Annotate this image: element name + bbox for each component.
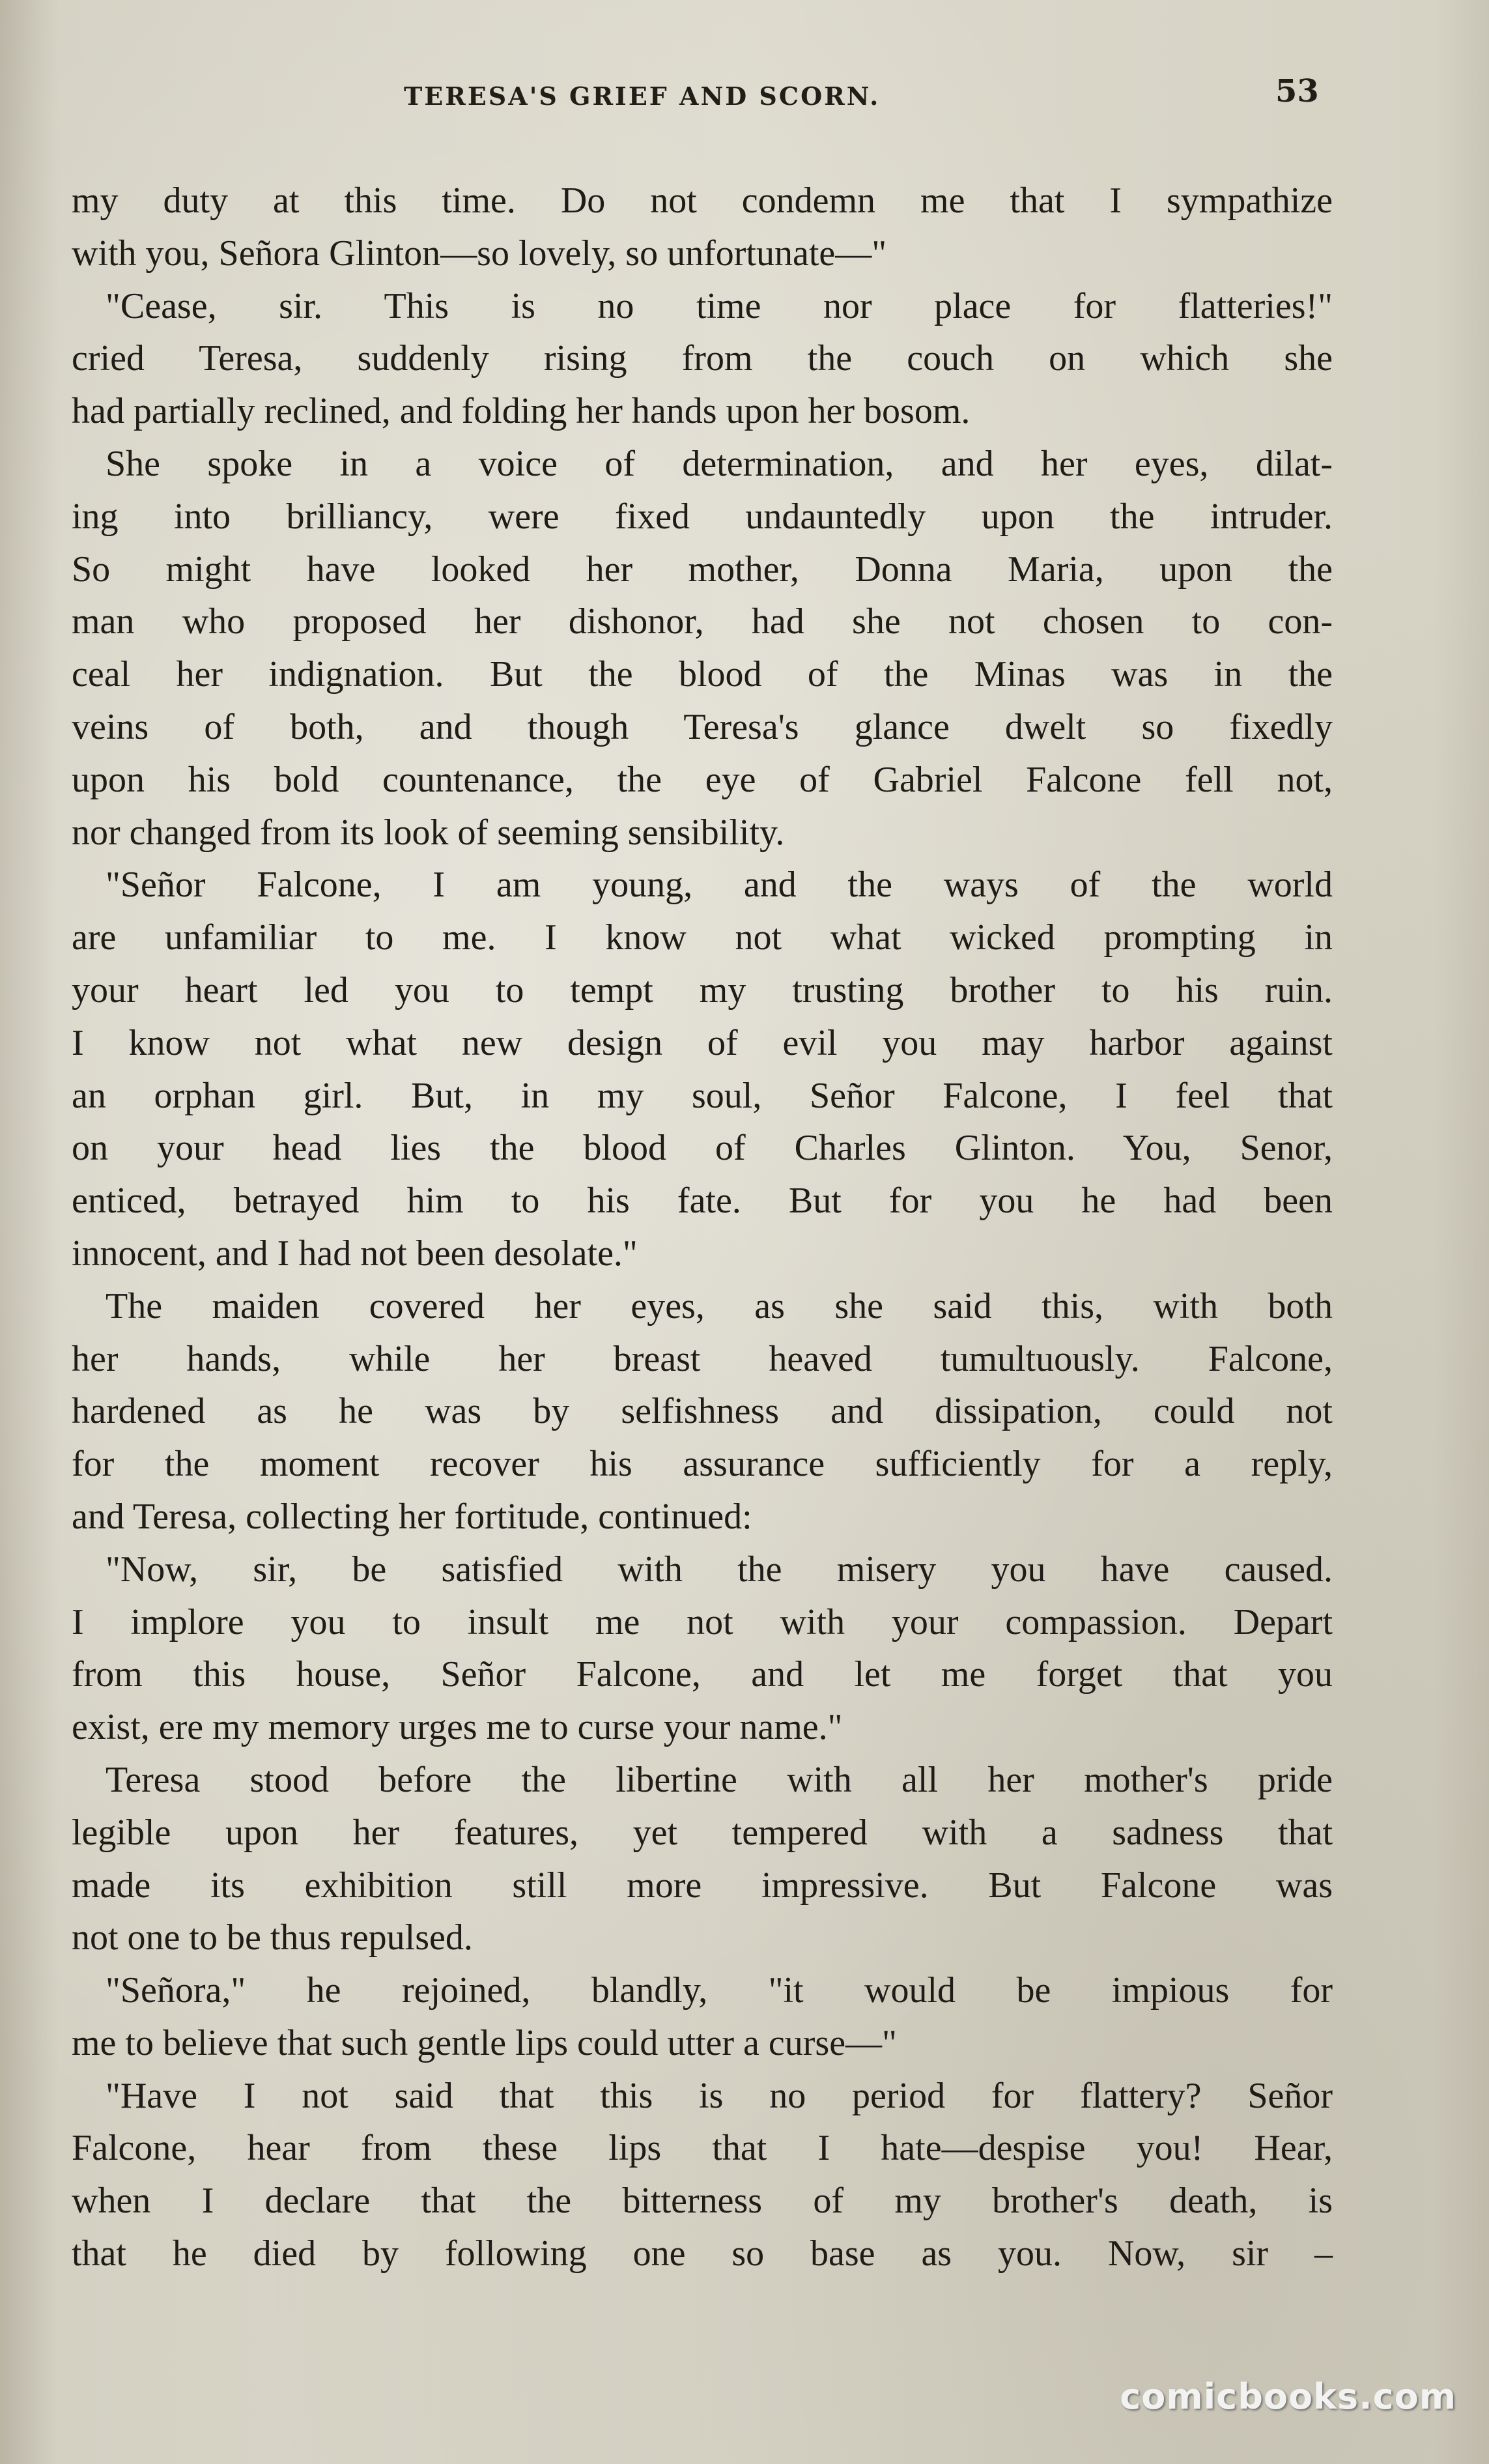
text-line: had partially reclined, and folding her hands upon her bosom. (72, 391, 971, 432)
text-line: ing into brilliancy, were fixed undauntedly upon the intruder. (72, 496, 1333, 537)
text-line: man who proposed her dishonor, had she not chosen to con- (72, 601, 1333, 642)
page-number: 53 (1275, 73, 1319, 109)
text-line: Teresa stood before the libertine with all her mother's pride (106, 1759, 1333, 1800)
text-line: enticed, betrayed him to his fate. But for you he had been (72, 1181, 1333, 1222)
running-head: TERESA'S GRIEF AND SCORN. (404, 81, 881, 111)
text-line: "Señora," he rejoined, blandly, "it would be impious for (106, 1970, 1333, 2011)
text-line: exist, ere my memory urges me to curse your name." (72, 1707, 843, 1748)
text-line: me to believe that such gentle lips could utter a curse—" (72, 2022, 897, 2063)
text-line: I implore you to insult me not with your compassion. Depart (72, 1601, 1333, 1642)
text-line: are unfamiliar to me. I know not what wicked prompting in (72, 917, 1333, 958)
text-line: She spoke in a voice of determination, and her eyes, dilat- (106, 443, 1333, 484)
text-line: made its exhibition still more impressive. But Falcone was (72, 1865, 1333, 1906)
text-line: The maiden covered her eyes, as she said this, with both (106, 1285, 1333, 1326)
text-line: veins of both, and though Teresa's glance dwelt so fixedly (72, 706, 1333, 747)
text-line: her hands, while her breast heaved tumultuously. Falcone, (72, 1338, 1333, 1379)
text-line: my duty at this time. Do not condemn me that I sympathize (72, 180, 1333, 221)
text-line: "Have I not said that this is no period for flattery? Señor (106, 2075, 1333, 2116)
text-line: "Señor Falcone, I am young, and the ways of the world (106, 865, 1333, 906)
text-line: nor changed from its look of seeming sensibility. (72, 812, 785, 853)
text-line: for the moment recover his assurance sufficiently for a reply, (72, 1444, 1333, 1485)
text-line: from this house, Señor Falcone, and let me forget that you (72, 1654, 1333, 1695)
body-text (72, 175, 1333, 2280)
text-line: legible upon her features, yet tempered with a sadness that (72, 1812, 1333, 1853)
text-line: So might have looked her mother, Donna Maria, upon the (72, 549, 1333, 590)
text-line: an orphan girl. But, in my soul, Señor Falcone, I feel that (72, 1075, 1333, 1116)
text-line: on your head lies the blood of Charles Glinton. You, Senor, (72, 1128, 1333, 1169)
text-line: when I declare that the bitterness of my brother's death, is (72, 2181, 1333, 2222)
text-line: "Cease, sir. This is no time nor place for flatteries!" (106, 285, 1333, 326)
text-line: ceal her indignation. But the blood of the Minas was in the (72, 654, 1333, 695)
text-line: with you, Señora Glinton—so lovely, so unfortunate—" (72, 233, 887, 274)
text-line: Falcone, hear from these lips that I hate—despise you! Hear, (72, 2128, 1333, 2169)
text-line: hardened as he was by selfishness and dissipation, could not (72, 1391, 1333, 1432)
text-line: that he died by following one so base as you. Now, sir – (72, 2233, 1333, 2274)
text-line: and Teresa, collecting her fortitude, continued: (72, 1496, 752, 1537)
watermark-logo: comicbooks.com (1120, 2376, 1456, 2417)
text-line: not one to be thus repulsed. (72, 1917, 473, 1958)
text-line: cried Teresa, suddenly rising from the couch on which she (72, 338, 1333, 379)
text-line: I know not what new design of evil you may harbor against (72, 1022, 1333, 1063)
text-line: innocent, and I had not been desolate." (72, 1233, 638, 1274)
text-line: your heart led you to tempt my trusting brother to his ruin. (72, 969, 1333, 1010)
text-line: "Now, sir, be satisfied with the misery you have caused. (106, 1549, 1333, 1590)
text-line: upon his bold countenance, the eye of Gabriel Falcone fell not, (72, 759, 1333, 800)
